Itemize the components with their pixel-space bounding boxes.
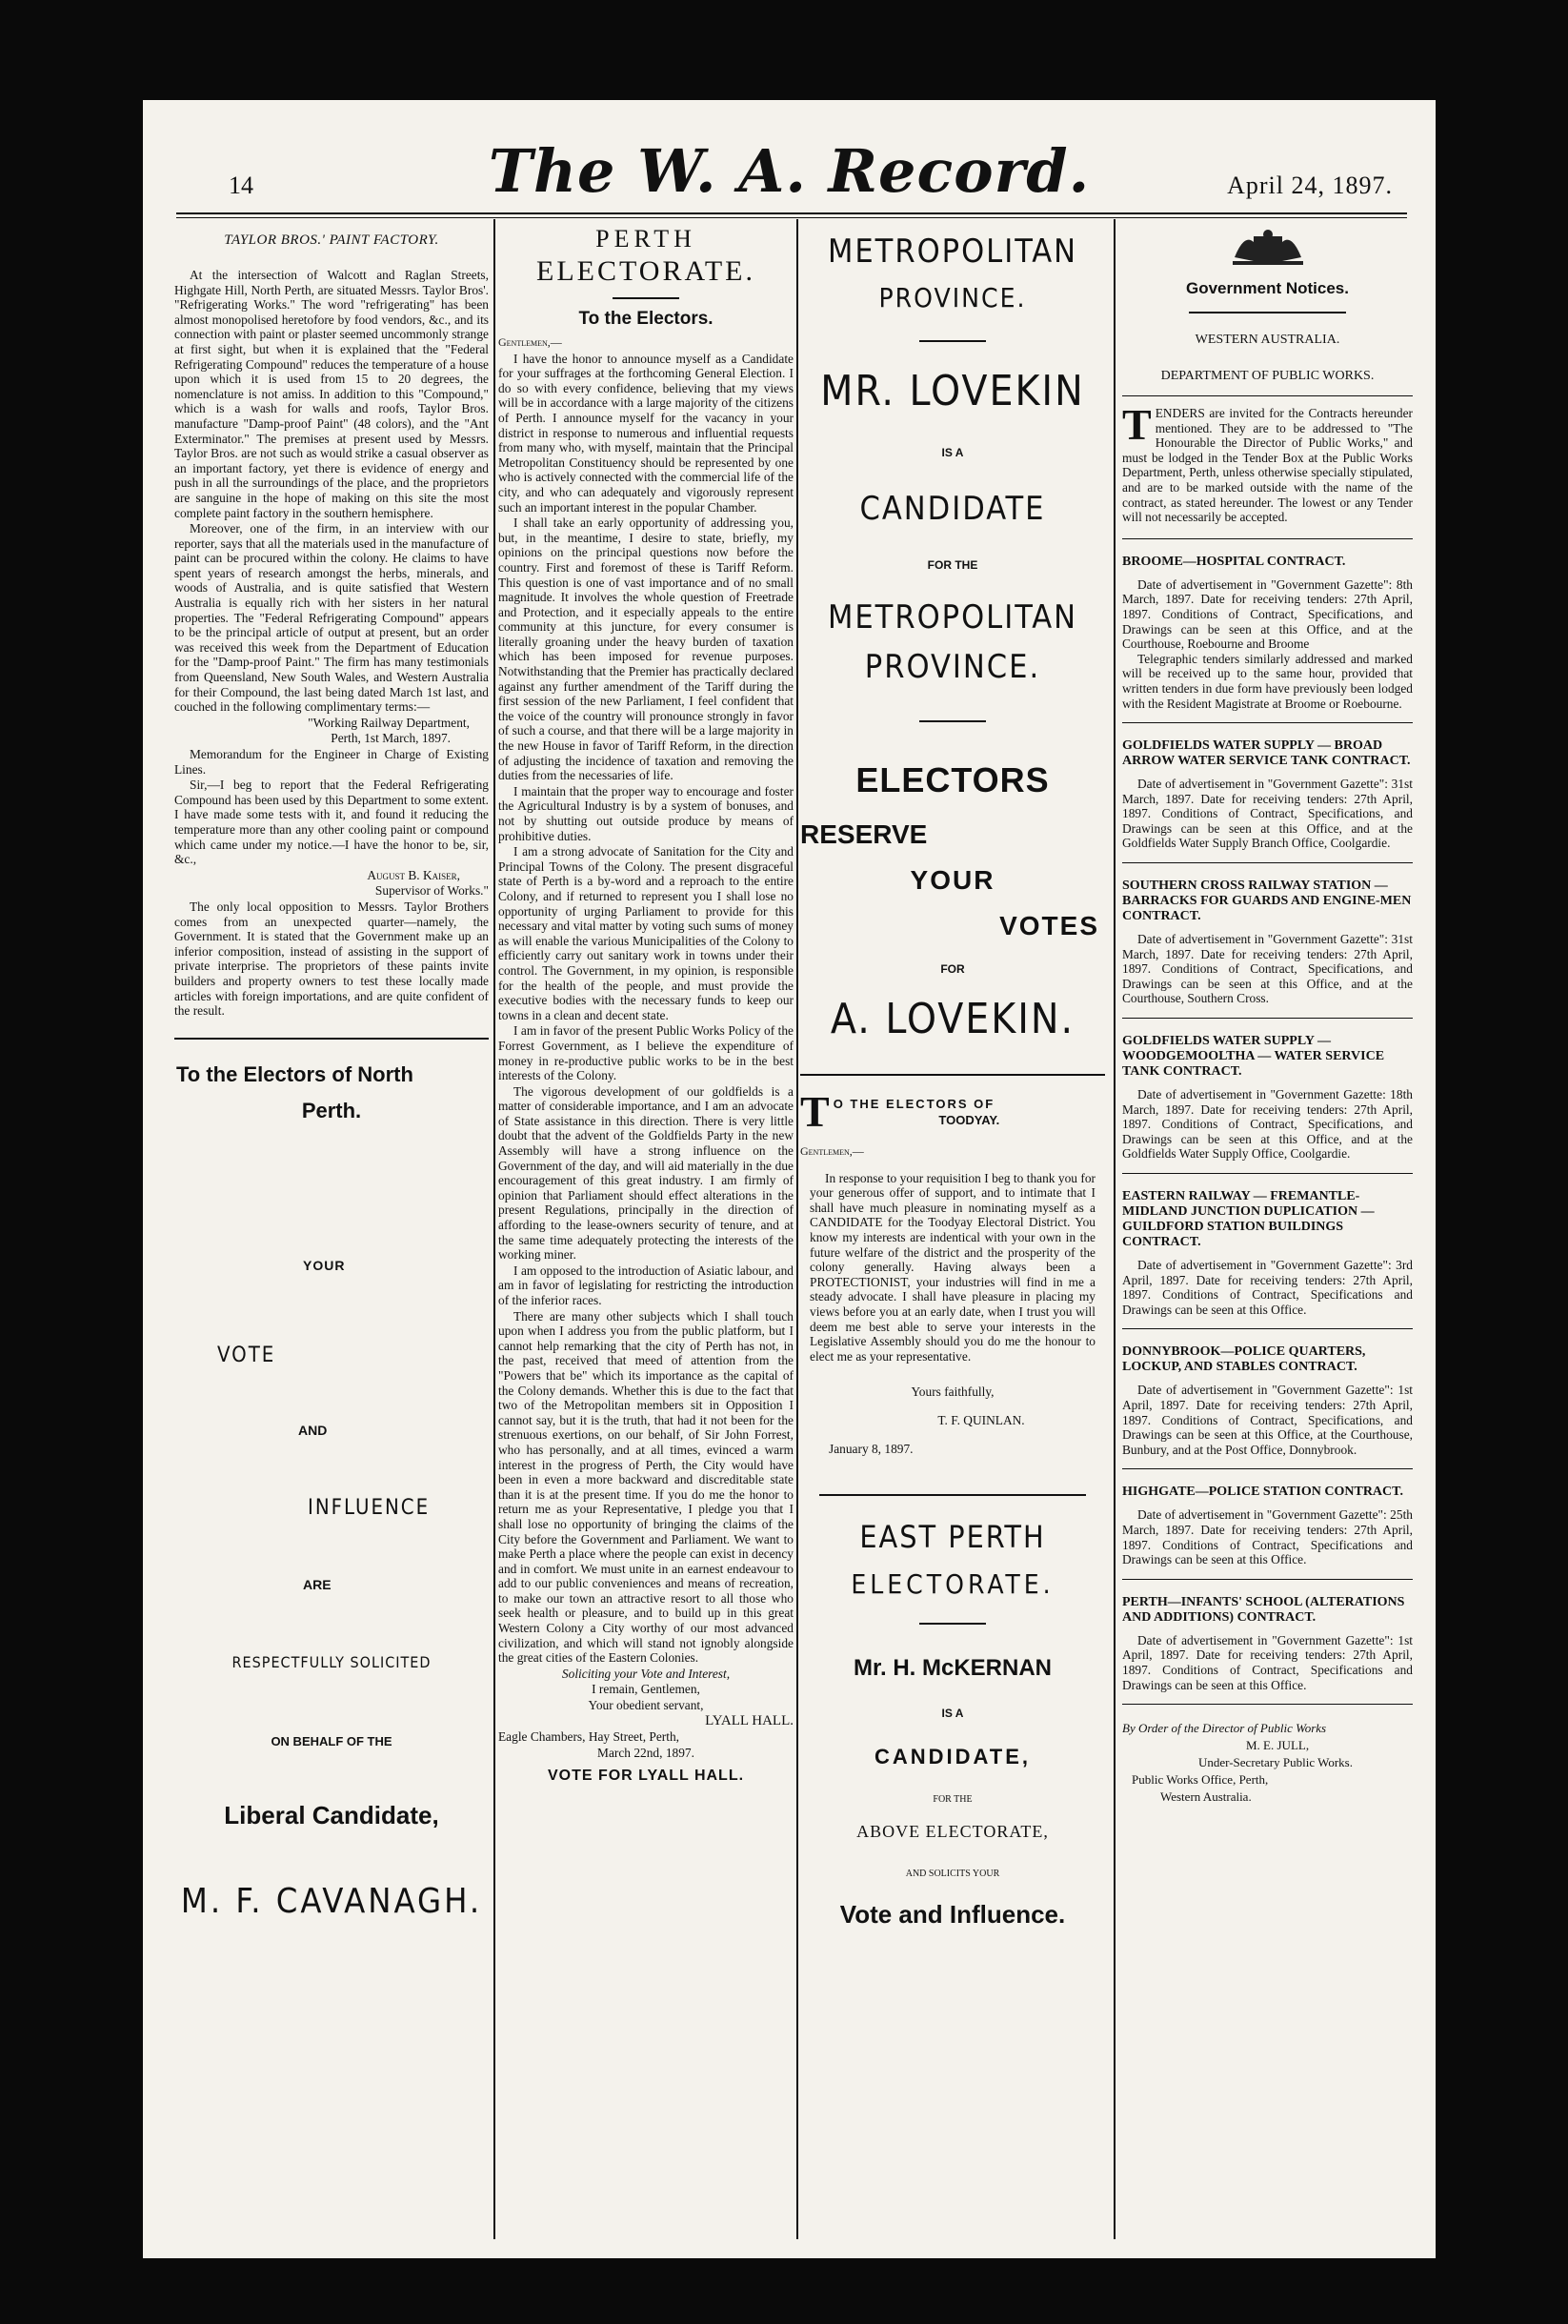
candidate-name: A. LOVEKIN. xyxy=(830,995,1075,1043)
quinlan-letter xyxy=(800,1093,1105,1456)
notice-title: GOLDFIELDS WATER SUPPLY — BROAD ARROW WATER SERVICE TANK CONTRACT. xyxy=(1122,738,1411,769)
divider xyxy=(1122,1018,1413,1019)
letter-body xyxy=(498,335,794,1760)
ad-word: ARE xyxy=(303,1576,332,1592)
ad-word: YOUR xyxy=(910,865,995,895)
ad-word: AND SOLICITS YOUR xyxy=(905,1869,1000,1880)
notice-title: DONNYBROOK—POLICE QUARTERS, LOCKUP, AND STABLES CONTRACT. xyxy=(1122,1344,1366,1375)
notice-title: PERTH—INFANTS' SCHOOL (ALTERATIONS AND ADDITIONS) CONTRACT. xyxy=(1122,1594,1405,1625)
masthead xyxy=(143,100,1436,205)
signature: M. E. JULL, xyxy=(1246,1738,1310,1753)
divider xyxy=(1122,1328,1413,1329)
drop-cap: T xyxy=(800,1093,830,1131)
ad-word: YOUR xyxy=(303,1257,346,1273)
masthead-rule xyxy=(176,212,1407,218)
address-date: March 22nd, 1897. xyxy=(597,1745,694,1760)
ad-heading: PERTH xyxy=(595,225,696,253)
issue-date: April 24, 1897. xyxy=(1227,172,1393,199)
paragraph: I am in favor of the present Public Works Policy of the Forrest Government, as I believe the expenditure of money in re-productive public works to be in the best interests of the Colony. xyxy=(498,1023,794,1083)
divider xyxy=(1122,722,1413,723)
ad-word: ON BEHALF OF THE xyxy=(271,1733,392,1748)
ad-heading: ELECTORATE. xyxy=(851,1568,1055,1601)
office-address: Western Australia. xyxy=(1160,1789,1252,1805)
closing: Yours faithfully, xyxy=(911,1384,995,1400)
column-rule xyxy=(796,219,798,2239)
department-label: DEPARTMENT OF PUBLIC WORKS. xyxy=(1160,369,1375,383)
ad-candidate-name: M. F. CAVANAGH. xyxy=(180,1881,483,1921)
office-address: Public Works Office, Perth, xyxy=(1132,1772,1269,1788)
divider xyxy=(1122,1579,1413,1580)
ad-word: FOR THE xyxy=(927,558,978,572)
signature-title: Supervisor of Works." xyxy=(374,883,489,899)
vote-slogan: VOTE FOR LYALL HALL. xyxy=(547,1768,745,1785)
divider xyxy=(174,1038,489,1040)
paragraph: I am a strong advocate of Sanitation for the City and Principal Towns of the Colony. The present disgraceful state of Perth is a by-word and a reproach to the entire Colony, and if returned to represent you I shall lose no opportunity of urging Parliament to provide for this necessary and vital matter by voting such sums of money as will enable the various Municipalities of the Colony to efficiently carry out sanitary work in towns under their control. The Government, in my opinion, is responsible for the health of the people, and must provide the executive bodies with the necessary funds to keep our towns in a clean and decent state. xyxy=(498,844,794,1022)
notice-text: Date of advertisement in "Government Gazette": 31st March, 1897. Date for receiving tenders: 27th April, 1897. Conditions of Contract, Specifications, and Drawings can be seen at this Office, and at the Courthouse, Southern Cross. xyxy=(1122,932,1413,1006)
notice-text: Date of advertisement in "Government Gazette": 1st April, 1897. Date for receiving tenders: 27th April, 1897. Conditions of Contract, Specifications, and Drawings can be seen at this Office, at the Courthouse, Bunbury, and at the Post Office, Donnybrook. xyxy=(1122,1383,1413,1457)
ad-word: PROVINCE. xyxy=(864,648,1041,686)
paragraph: Sir,—I beg to report that the Federal Refrigerating Compound has been used by this Department to some extent. I have made some tests with it, and found it reducing the temperature more than any other cooling paint or compound which came under my notice.—I have the honor to be, sir, &c., xyxy=(174,778,489,867)
ad-heading: To the Electors of North xyxy=(176,1061,413,1086)
ad-word: ELECTORS xyxy=(855,760,1050,799)
ad-word: FOR THE xyxy=(933,1794,973,1806)
memo-line: Memorandum for the Engineer in Charge of Existing Lines. xyxy=(174,747,489,777)
signature: LYALL HALL. xyxy=(705,1712,794,1728)
signature-title: Under-Secretary Public Works. xyxy=(1198,1755,1353,1770)
ad-candidate: Liberal Candidate, xyxy=(224,1800,439,1829)
divider xyxy=(613,297,679,299)
ad-word: INFLUENCE xyxy=(308,1495,431,1520)
article-heading: TAYLOR BROS.' PAINT FACTORY. xyxy=(224,232,439,248)
divider xyxy=(1122,538,1413,539)
candidate-name: Mr. H. McKERNAN xyxy=(853,1655,1053,1682)
ad-word: VOTE xyxy=(217,1343,276,1367)
notice-intro: ENDERS are invited for the Contracts hereunder mentioned. They are to be addressed to "The Honourable the Director of Public Works," and must be lodged in the Tender Box at the Public Works Department, Perth, unless otherwise specially stipulated, and are to be marked outside with the name of the contract, as stated hereunder. The lowest or any Tender will not necessarily be accepted. xyxy=(1122,406,1413,525)
newspaper-page xyxy=(143,100,1436,2258)
quote-heading: Perth, 1st March, 1897. xyxy=(331,731,451,746)
divider xyxy=(1122,1468,1413,1469)
column-taylor-bros xyxy=(174,219,489,2258)
divider xyxy=(800,1074,1105,1076)
paragraph: The only local opposition to Messrs. Taylor Brothers comes from an unexpected quarter—namely, the Government. It is stated that the Government make up an inferior composition, instead of assisting in the support of private interprise. The proprietors of these paints invite builders and property owners to test these locally made articles with foreign importations, and are quite confident of the result. xyxy=(174,899,489,1019)
divider xyxy=(1189,312,1346,313)
paragraph: The vigorous development of our goldfields is a matter of considerable importance, and I am an advocate of State assistance in this direction. There is very little doubt that the advent of the Goldfields Party in the new Assembly will have a strong influence on the Government of the day, and will aid materially in the due encouragement of this great industry. I am firmly of opinion that Parliament should effect alterations in the present Regulations, principally in the direction of affording to the lease-owners security of tenure, and at the same time adequately protecting the interests of the working miner. xyxy=(498,1083,794,1263)
notice-text: Date of advertisement in "Government Gazette": 25th March, 1897. Date for receiving tenders: 27th April, 1897. Conditions of Contract, Specifications and Drawings can be seen at this Office. xyxy=(1122,1507,1413,1567)
divider xyxy=(1122,1173,1413,1174)
drop-cap: T xyxy=(1122,406,1152,449)
ad-heading: Perth. xyxy=(301,1098,362,1122)
ad-word: VOTES xyxy=(999,911,1099,940)
notice-footer xyxy=(1122,1720,1413,1806)
divider xyxy=(919,720,986,722)
divider xyxy=(819,1494,1086,1496)
column-government-notices xyxy=(1122,219,1413,2258)
signature: August B. Kaiser, xyxy=(367,867,460,882)
column-rule xyxy=(1114,219,1116,2239)
column-lovekin xyxy=(800,219,1105,2258)
cavanagh-advertisement xyxy=(174,1062,489,1949)
divider xyxy=(919,1623,986,1625)
section-heading: Government Notices. xyxy=(1186,279,1349,297)
paragraph: I maintain that the proper way to encourage and foster the Agricultural Industry is by a system of bonuses, and not by shutting out outside produce by means of prohibitive duties. xyxy=(498,783,794,843)
ad-word: CANDIDATE, xyxy=(874,1745,1032,1769)
notice-text: Date of advertisement in "Government Gazette": 31st March, 1897. Date for receiving tenders: 27th April, 1897. Conditions of Contract, Specifications, and Drawings can be seen at this Office, and at the Goldfields Water Supply Branch Office, Coolgardie. xyxy=(1122,777,1413,851)
ad-word: RESERVE xyxy=(800,819,928,849)
divider xyxy=(919,340,986,342)
ad-word: FOR xyxy=(940,962,965,976)
column-rule xyxy=(493,219,495,2239)
ad-word: CANDIDATE xyxy=(859,490,1046,528)
region-label: WESTERN AUSTRALIA. xyxy=(1195,333,1340,347)
ad-heading: EAST PERTH xyxy=(859,1519,1046,1556)
notice-text: Date of advertisement in "Government Gazette: 18th March, 1897. Date for receiving tenders: 27th April, 1897. Conditions of Contract, Specifications, and Drawings can be seen at this Office, and at the Goldfields Water Supply Office, Coolgardie. xyxy=(1122,1087,1413,1162)
salutation: Gentlemen,— xyxy=(498,335,562,349)
paragraph: There are many other subjects which I shall touch upon when I address you from the public platform, but I cannot help remarking that the city of Perth has not, in the past, received that meed of attention from the "Powers that be" which its importance as the capital of the Colony demands. Whether this is due to the fact that two of the Metropolitan members sit in Opposition I cannot say, but it is the truth, that had it not been for the strenuous exertions, on our behalf, of Sir John Forrest, who has personally, and at all times, evinced a warm interest in the progress of Perth, the City would have been in even a more backward and discreditable state than it is at the present time. If you do me the honor to return me as your Representative, I pledge you that I shall lose no opportunity of bringing the claims of the City before the Government and Parliament. We want to make Perth a place where the people can exist in decency and in comfort. We must unite in an earnest endeavour to add to our public conveniences and means of recreation, to make our town an attractive resort to all those who seek health or pleasure, and to build up in this great Western Colony a City worthy of our most advanced civilization, and which will stand not ignobly alongside the great cities of the Eastern Colonies. xyxy=(498,1308,794,1666)
ad-heading: ELECTORATE. xyxy=(536,255,755,287)
page-number: 14 xyxy=(229,172,253,199)
ad-subheading: To the Electors. xyxy=(578,309,714,329)
notice-text: Date of advertisement in "Government Gazette": 1st April, 1897. Date for receiving tenders: 27th April, 1897. Conditions of Contract, Specifications and Drawings can be seen at this Office. xyxy=(1122,1632,1413,1692)
coat-of-arms-icon xyxy=(1122,229,1413,272)
ad-heading: PROVINCE. xyxy=(878,282,1027,313)
ad-word: AND xyxy=(298,1422,328,1438)
order-line: By Order of the Director of Public Works xyxy=(1122,1721,1327,1736)
candidate-name: MR. LOVEKIN xyxy=(820,367,1085,415)
divider xyxy=(1122,1704,1413,1705)
column-perth-electorate xyxy=(498,219,794,2258)
ad-word: METROPOLITAN xyxy=(827,598,1078,637)
divider xyxy=(1122,862,1413,863)
address: Eagle Chambers, Hay Street, Perth, xyxy=(498,1729,680,1745)
notice-text: Date of advertisement in "Government Gazette": 8th March, 1897. Date for receiving tenders: 27th April, 1897. Conditions of Contract, Specifications, and Drawings can be seen at this Office, and at the Courthouse, Roebourne and Broome xyxy=(1122,576,1413,652)
notice-list xyxy=(1122,406,1413,1705)
paragraph: Moreover, one of the firm, in an interview with our reporter, says that all the materials used in the manufacture of paint can be procured within the colony. He claims to have spent years of research amongst the herbs, minerals, and woods of Australia, and is quite satisfied that Western Australia is equally rich with her sisters in her natural properties. The "Federal Refrigerating Compound" appears to be the principal article of output at present, but an order was received this week from the Department of Education for the "Damp-proof Paint." The firm has many testimonials from Queensland, New South Wales, and Western Australia for their Compound, the last being dated March 1st last, and couched in the following complimentary terms:— xyxy=(174,521,489,715)
letter-heading: TOODYAY. xyxy=(938,1112,1000,1127)
paragraph: At the intersection of Walcott and Raglan Streets, Highgate Hill, North Perth, are situated Messrs. Taylor Bros'. "Refrigerating Works." The word "refrigerating" has been almost monopolised heretofore by food vendors, &c., and its connection with paint or plaster seemed uncommonly strange at first sight, but when it is explained that the "Federal Refrigerating Compound" reduces the temperature of a house upon which it is used from 15 to 20 degrees, the nomenclature is not amiss. In addition to this "Compound," which is a wash for walls and roofs, Taylor Bros. manufacture "Damp-proof Paint" (48 colors), and the "Ant Exterminator." The premises at present used by Messrs. Taylor Bros. are not such as would strike a casual observer as an important factory, yet there is evidence of energy and push in all the surroundings of the place, and the proprietors are sanguine in the hope of making on this site the most complete paint factory in the southern hemisphere. xyxy=(174,268,489,520)
newspaper-title: The W. A. Record. xyxy=(488,136,1091,206)
ad-word: IS A xyxy=(941,446,964,459)
paragraph: In response to your requisition I beg to thank you for your generous offer of support, and to intimate that I shall have much pleasure in nominating myself as a CANDIDATE for the Toodyay Electoral District. You know my interests are indentical with your own in the future welfare of the district and the prosperity of the colony generally. Having always been a PROTECTIONIST, your industries will find in me a steady advocate. I shall have pleasure in placing my views before you at an early date, when I trust you will deem me best able to serve your interests in the Legislative Assembly should you do me the honour to elect me as your representative. xyxy=(810,1170,1096,1364)
ad-word: RESPECTFULLY SOLICITED xyxy=(231,1652,432,1671)
closing: I remain, Gentlemen, xyxy=(592,1682,700,1697)
closing: Soliciting your Vote and Interest, xyxy=(561,1666,731,1681)
notice-title: HIGHGATE—POLICE STATION CONTRACT. xyxy=(1122,1485,1403,1500)
notice-title: EASTERN RAILWAY — FREMANTLE-MIDLAND JUNCTION DUPLICATION — GUILDFORD STATION BUILDINGS CONTRACT. xyxy=(1122,1189,1375,1249)
salutation: Gentlemen,— xyxy=(800,1144,864,1158)
notice-text: Telegraphic tenders similarly addressed and marked will be received up to the same hour, provided that written tenders in due form have previously been lodged with the Resident Magistrate at Broome or Roebourne. xyxy=(1122,651,1413,711)
paragraph: I am opposed to the introduction of Asiatic labour, and am in favor of legislating for restricting the introduction of the inferior races. xyxy=(498,1263,794,1307)
article-body xyxy=(174,268,489,1019)
notice-title: SOUTHERN CROSS RAILWAY STATION — BARRACKS FOR GUARDS AND ENGINE-MEN CONTRACT. xyxy=(1122,879,1412,924)
ad-word: IS A xyxy=(941,1707,964,1721)
letter-heading: O THE ELECTORS OF xyxy=(833,1097,995,1111)
divider xyxy=(1122,395,1413,396)
notice-text: Date of advertisement in "Government Gazette": 3rd April, 1897. Date for receiving tenders: 27th April, 1897. Conditions of Contract, Specifications and Drawings can be seen at this Office. xyxy=(1122,1258,1413,1317)
paragraph: I have the honor to announce myself as a Candidate for your suffrages at the forthcoming General Election. I do so with every confidence, believing that my views will be in accordance with a large majority of the citizens of Perth. I announce myself for the vacancy in your district in response to numerous and influential requests from many who, with myself, maintain that the Principal Metropolitan Constituency should be represented by one who is actively connected with the commercial life of the city, and who can adequately and vigorously represent such an important interest in the popular Chamber. xyxy=(498,351,794,515)
ad-word: Vote and Influence. xyxy=(839,1900,1066,1930)
paragraph: I shall take an early opportunity of addressing you, but, in the meantime, I desire to state, briefly, my opinions on the principal questions now before the country. First and foremost of these is Tariff Reform. This question is one of vast importance and of no small magnitude. It involves the whole question of Freetrade and Protection, and it especially appeals to the entire community at this juncture, for every consumer is literally groaning under the heavy burden of taxation which has been imposed for revenue purposes. Notwithstanding that the Premier has practically declared against any further amendment of the Tariff during the first session of the new Parliament, I feel confident that the voice of the country will pronounce strongly in favor of such a course, and that there will be a large majority in the new House in favor of Tariff Reform, in the direction of adjusting the incidence of taxation and removing the duties from the necessaries of life. xyxy=(498,515,794,783)
letter-date: January 8, 1897. xyxy=(829,1441,914,1456)
ad-word: ABOVE ELECTORATE, xyxy=(856,1822,1049,1842)
mckernan-advertisement xyxy=(800,1519,1105,1930)
closing: Your obedient servant, xyxy=(588,1698,704,1713)
notice-title: GOLDFIELDS WATER SUPPLY — WOODGEMOOLTHA — WATER SERVICE TANK CONTRACT. xyxy=(1122,1034,1385,1080)
notice-title: BROOME—HOSPITAL CONTRACT. xyxy=(1122,554,1346,569)
signature: T. F. QUINLAN. xyxy=(937,1412,1025,1427)
ad-heading: METROPOLITAN xyxy=(827,232,1078,271)
quote-heading: "Working Railway Department, xyxy=(308,715,470,730)
